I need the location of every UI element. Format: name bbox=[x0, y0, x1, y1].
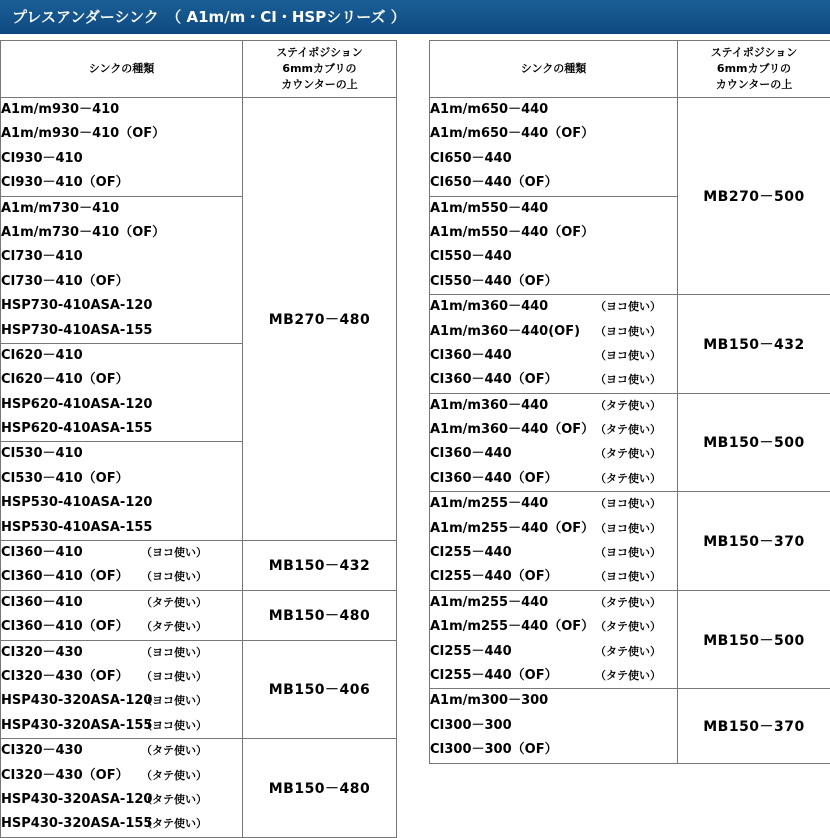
sink-models-cell bbox=[430, 492, 678, 591]
sink-model-line bbox=[430, 368, 677, 392]
sink-model-name: CI360－440 bbox=[430, 442, 595, 466]
sink-model-line bbox=[1, 541, 242, 565]
sink-model-line bbox=[1, 197, 242, 221]
orientation-label: （ヨコ使い） bbox=[595, 295, 661, 319]
mounting-bracket-cell: MB150－480 bbox=[243, 590, 397, 640]
sink-models-cell bbox=[430, 196, 678, 295]
sink-model-line bbox=[430, 492, 677, 516]
mounting-bracket-cell: MB270－480 bbox=[243, 98, 397, 541]
header-stay-position bbox=[243, 41, 397, 98]
orientation-label: （ヨコ使い） bbox=[595, 320, 661, 344]
sink-model-line bbox=[1, 665, 242, 689]
sink-model-line bbox=[1, 122, 242, 146]
sink-model-line bbox=[1, 565, 242, 589]
sink-model-name: CI360－440（OF） bbox=[430, 368, 595, 392]
sink-model-line bbox=[1, 812, 242, 836]
sink-model-line bbox=[1, 344, 242, 368]
sink-model-name: CI320－430 bbox=[1, 739, 141, 763]
sink-model-line bbox=[1, 714, 242, 738]
sink-model-name: CI300－300 bbox=[430, 714, 512, 738]
sink-model-name: CI530－410 bbox=[1, 442, 83, 466]
sink-model-name: A1m/m255－440（OF） bbox=[430, 517, 595, 541]
mounting-bracket-cell: MB150－500 bbox=[678, 393, 830, 492]
table-row bbox=[1, 541, 397, 591]
sink-model-line bbox=[1, 319, 242, 343]
sink-model-name: A1m/m255－440 bbox=[430, 492, 595, 516]
orientation-label: （ヨコ使い） bbox=[141, 541, 207, 565]
header-stay-position bbox=[678, 41, 830, 98]
table-row bbox=[430, 492, 830, 591]
orientation-label: （ヨコ使い） bbox=[141, 689, 207, 713]
orientation-label: （タテ使い） bbox=[141, 812, 207, 836]
sink-models-cell bbox=[430, 295, 678, 394]
sink-model-line bbox=[430, 517, 677, 541]
sink-model-name: CI730－410（OF） bbox=[1, 270, 129, 294]
sink-model-line bbox=[1, 98, 242, 122]
mounting-bracket-cell: MB270－500 bbox=[678, 98, 830, 295]
orientation-label: （ヨコ使い） bbox=[595, 344, 661, 368]
sink-model-line bbox=[430, 467, 677, 491]
sink-model-line bbox=[430, 270, 677, 294]
header-sink-type: シンクの種類 bbox=[430, 41, 678, 98]
sink-models-cell bbox=[430, 689, 678, 763]
sink-model-name: CI320－430 bbox=[1, 641, 141, 665]
orientation-label: （タテ使い） bbox=[141, 615, 207, 639]
sink-model-name: A1m/m360－440（OF） bbox=[430, 418, 595, 442]
mounting-bracket-cell: MB150－432 bbox=[243, 541, 397, 591]
sink-model-line bbox=[1, 393, 242, 417]
sink-model-name: CI620－410（OF） bbox=[1, 368, 129, 392]
sink-model-line bbox=[430, 689, 677, 713]
header-pos-line: カウンターの上 bbox=[243, 77, 396, 93]
sink-model-line bbox=[430, 714, 677, 738]
sink-model-name: HSP730-410ASA-155 bbox=[1, 319, 152, 343]
sink-model-name: A1m/m300－300 bbox=[430, 689, 548, 713]
table-row bbox=[430, 98, 830, 197]
sink-model-name: CI550－440 bbox=[430, 245, 512, 269]
left-spec-table bbox=[0, 40, 397, 838]
sink-model-name: A1m/m360－440 bbox=[430, 394, 595, 418]
sink-model-line bbox=[1, 591, 242, 615]
sink-model-name: CI360－410 bbox=[1, 591, 141, 615]
orientation-label: （ヨコ使い） bbox=[141, 565, 207, 589]
sink-model-line bbox=[430, 98, 677, 122]
sink-model-line bbox=[430, 171, 677, 195]
sink-model-line bbox=[1, 516, 242, 540]
sink-model-name: HSP530-410ASA-120 bbox=[1, 491, 152, 515]
sink-model-name: CI650－440 bbox=[430, 147, 512, 171]
sink-model-name: A1m/m930－410 bbox=[1, 98, 119, 122]
sink-models-cell bbox=[1, 196, 243, 343]
sink-models-cell bbox=[430, 393, 678, 492]
sink-model-name: CI360－440（OF） bbox=[430, 467, 595, 491]
sink-model-line bbox=[1, 641, 242, 665]
sink-model-name: CI320－430（OF） bbox=[1, 665, 141, 689]
orientation-label: （ヨコ使い） bbox=[595, 368, 661, 392]
sink-model-line bbox=[1, 368, 242, 392]
sink-model-line bbox=[430, 320, 677, 344]
sink-model-line bbox=[430, 738, 677, 762]
sink-model-name: A1m/m730－410 bbox=[1, 197, 119, 221]
orientation-label: （タテ使い） bbox=[595, 467, 661, 491]
orientation-label: （タテ使い） bbox=[141, 764, 207, 788]
orientation-label: （タテ使い） bbox=[141, 739, 207, 763]
table-row bbox=[430, 590, 830, 689]
sink-model-name: A1m/m360－440(OF) bbox=[430, 320, 595, 344]
sink-model-name: CI620－410 bbox=[1, 344, 83, 368]
header-pos-line: ステイポジション bbox=[678, 45, 830, 61]
table-row bbox=[1, 590, 397, 640]
sink-model-name: CI360－410（OF） bbox=[1, 565, 141, 589]
sink-model-name: HSP620-410ASA-155 bbox=[1, 417, 152, 441]
sink-model-name: HSP730-410ASA-120 bbox=[1, 294, 152, 318]
sink-model-line bbox=[430, 640, 677, 664]
sink-model-name: HSP430-320ASA-155 bbox=[1, 714, 141, 738]
sink-model-line bbox=[430, 418, 677, 442]
sink-model-line bbox=[430, 295, 677, 319]
sink-model-line bbox=[1, 270, 242, 294]
sink-model-name: A1m/m930－410（OF） bbox=[1, 122, 165, 146]
sink-model-name: CI550－440（OF） bbox=[430, 270, 558, 294]
sink-model-line bbox=[1, 245, 242, 269]
page-title: プレスアンダーシンク （ A1m/m・CI・HSPシリーズ ） bbox=[0, 0, 830, 34]
orientation-label: （ヨコ使い） bbox=[141, 641, 207, 665]
sink-model-line bbox=[1, 739, 242, 763]
sink-model-name: CI360－440 bbox=[430, 344, 595, 368]
sink-model-name: CI360－410（OF） bbox=[1, 615, 141, 639]
sink-model-line bbox=[1, 417, 242, 441]
sink-model-line bbox=[430, 221, 677, 245]
mounting-bracket-cell: MB150－370 bbox=[678, 689, 830, 763]
sink-model-line bbox=[1, 764, 242, 788]
sink-models-cell bbox=[1, 640, 243, 739]
sink-model-name: CI930－410（OF） bbox=[1, 171, 129, 195]
sink-model-name: A1m/m550－440（OF） bbox=[430, 221, 594, 245]
orientation-label: （タテ使い） bbox=[595, 591, 661, 615]
sink-model-line bbox=[1, 788, 242, 812]
sink-model-name: CI300－300（OF） bbox=[430, 738, 558, 762]
orientation-label: （タテ使い） bbox=[141, 591, 207, 615]
sink-model-line bbox=[430, 245, 677, 269]
sink-model-line bbox=[1, 147, 242, 171]
sink-model-name: CI255－440 bbox=[430, 640, 595, 664]
sink-model-name: A1m/m650－440（OF） bbox=[430, 122, 594, 146]
table-row bbox=[1, 739, 397, 838]
sink-model-line bbox=[430, 147, 677, 171]
sink-models-cell bbox=[1, 739, 243, 838]
header-pos-line: 6mmカブリの bbox=[678, 61, 830, 77]
sink-model-line bbox=[1, 221, 242, 245]
sink-model-line bbox=[1, 294, 242, 318]
sink-model-line bbox=[430, 394, 677, 418]
table-row bbox=[1, 640, 397, 739]
sink-model-name: CI255－440 bbox=[430, 541, 595, 565]
sink-model-line bbox=[430, 541, 677, 565]
sink-models-cell bbox=[430, 590, 678, 689]
sink-model-name: CI930－410 bbox=[1, 147, 83, 171]
orientation-label: （タテ使い） bbox=[595, 394, 661, 418]
orientation-label: （タテ使い） bbox=[141, 788, 207, 812]
right-spec-table bbox=[429, 40, 830, 764]
table-row bbox=[430, 689, 830, 763]
sink-model-name: A1m/m255－440 bbox=[430, 591, 595, 615]
table-row bbox=[430, 393, 830, 492]
mounting-bracket-cell: MB150－432 bbox=[678, 295, 830, 394]
sink-models-cell bbox=[1, 98, 243, 197]
sink-models-cell bbox=[1, 590, 243, 640]
sink-models-cell bbox=[1, 541, 243, 591]
sink-model-name: CI650－440（OF） bbox=[430, 171, 558, 195]
sink-model-line bbox=[1, 442, 242, 466]
orientation-label: （タテ使い） bbox=[595, 418, 661, 442]
sink-model-name: HSP430-320ASA-120 bbox=[1, 689, 141, 713]
sink-model-line bbox=[1, 615, 242, 639]
sink-model-name: HSP430-320ASA-120 bbox=[1, 788, 141, 812]
sink-model-line bbox=[430, 344, 677, 368]
sink-model-line bbox=[430, 664, 677, 688]
orientation-label: （ヨコ使い） bbox=[595, 517, 661, 541]
sink-model-name: HSP430-320ASA-155 bbox=[1, 812, 141, 836]
orientation-label: （タテ使い） bbox=[595, 640, 661, 664]
sink-model-line bbox=[1, 689, 242, 713]
header-pos-line: カウンターの上 bbox=[678, 77, 830, 93]
orientation-label: （タテ使い） bbox=[595, 664, 661, 688]
orientation-label: （ヨコ使い） bbox=[595, 541, 661, 565]
sink-model-name: CI255－440（OF） bbox=[430, 565, 595, 589]
sink-model-line bbox=[1, 491, 242, 515]
orientation-label: （ヨコ使い） bbox=[141, 714, 207, 738]
sink-model-line bbox=[1, 467, 242, 491]
sink-models-cell bbox=[1, 442, 243, 541]
sink-model-line bbox=[430, 565, 677, 589]
sink-model-name: CI360－410 bbox=[1, 541, 141, 565]
orientation-label: （ヨコ使い） bbox=[595, 565, 661, 589]
sink-model-line bbox=[430, 615, 677, 639]
sink-model-line bbox=[1, 171, 242, 195]
sink-model-name: A1m/m255－440（OF） bbox=[430, 615, 595, 639]
mounting-bracket-cell: MB150－480 bbox=[243, 739, 397, 838]
table-row bbox=[1, 98, 397, 197]
sink-model-name: A1m/m650－440 bbox=[430, 98, 548, 122]
sink-model-name: HSP530-410ASA-155 bbox=[1, 516, 152, 540]
orientation-label: （タテ使い） bbox=[595, 442, 661, 466]
sink-model-name: CI530－410（OF） bbox=[1, 467, 129, 491]
sink-model-name: A1m/m360－440 bbox=[430, 295, 595, 319]
orientation-label: （ヨコ使い） bbox=[595, 492, 661, 516]
orientation-label: （ヨコ使い） bbox=[141, 665, 207, 689]
sink-model-name: A1m/m730－410（OF） bbox=[1, 221, 165, 245]
sink-model-line bbox=[430, 197, 677, 221]
table-row bbox=[430, 295, 830, 394]
mounting-bracket-cell: MB150－370 bbox=[678, 492, 830, 591]
header-pos-line: ステイポジション bbox=[243, 45, 396, 61]
sink-models-cell bbox=[1, 343, 243, 442]
mounting-bracket-cell: MB150－406 bbox=[243, 640, 397, 739]
sink-model-name: CI320－430（OF） bbox=[1, 764, 141, 788]
sink-model-name: CI730－410 bbox=[1, 245, 83, 269]
mounting-bracket-cell: MB150－500 bbox=[678, 590, 830, 689]
orientation-label: （タテ使い） bbox=[595, 615, 661, 639]
sink-model-name: HSP620-410ASA-120 bbox=[1, 393, 152, 417]
sink-model-line bbox=[430, 442, 677, 466]
sink-model-line bbox=[430, 591, 677, 615]
sink-model-line bbox=[430, 122, 677, 146]
sink-models-cell bbox=[430, 98, 678, 197]
header-sink-type: シンクの種類 bbox=[1, 41, 243, 98]
sink-model-name: CI255－440（OF） bbox=[430, 664, 595, 688]
header-pos-line: 6mmカブリの bbox=[243, 61, 396, 77]
sink-model-name: A1m/m550－440 bbox=[430, 197, 548, 221]
